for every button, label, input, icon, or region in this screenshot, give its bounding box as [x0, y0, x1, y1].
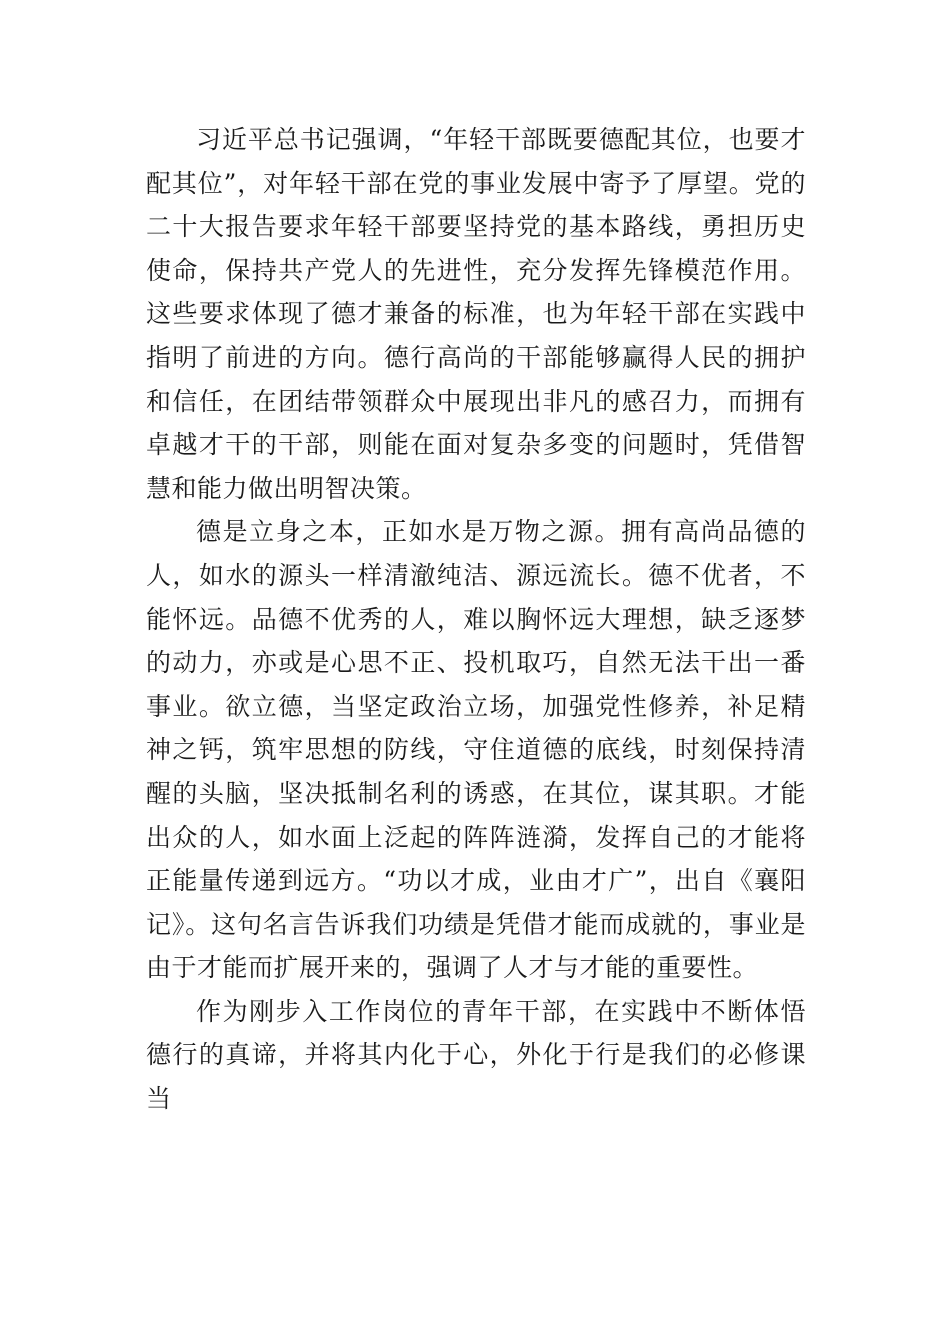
paragraph-2: 德是立身之本，正如水是万物之源。拥有高尚品德的人，如水的源头一样清澈纯洁、源远流长。德不优者，不能怀远。品德不优秀的人，难以胸怀远大理想，缺乏逐梦的动力，亦或是心思不正、投机取巧，自然无法干出一番事业。欲立德，当坚定政治立场，加强党性修养，补足精神之钙，筑牢思想的防线，守住道德的底线，时刻保持清醒的头脑，坚决抵制名利的诱惑，在其位，谋其职。才能出众的人，如水面上泛起的阵阵涟漪，发挥自己的才能将正能量传递到远方。“功以才成，业由才广”，出自《襄阳记》。这句名言告诉我们功绩是凭借才能而成就的，事业是由于才能而扩展开来的，强调了人才与才能的重要性。 [146, 517, 806, 983]
paragraph-3: 作为刚步入工作岗位的青年干部，在实践中不断体悟德行的真谛，并将其内化于心，外化于行是我们的必修课当 [146, 996, 806, 1114]
body-text [146, 118, 806, 1121]
paragraph-1: 习近平总书记强调，“年轻干部既要德配其位，也要才配其位”，对年轻干部在党的事业发展中寄予了厚望。党的二十大报告要求年轻干部要坚持党的基本路线，勇担历史使命，保持共产党人的先进性，充分发挥先锋模范作用。这些要求体现了德才兼备的标准，也为年轻干部在实践中指明了前进的方向。德行高尚的干部能够赢得人民的拥护和信任，在团结带领群众中展现出非凡的感召力，而拥有卓越才干的干部，则能在面对复杂多变的问题时，凭借智慧和能力做出明智决策。 [146, 125, 806, 503]
